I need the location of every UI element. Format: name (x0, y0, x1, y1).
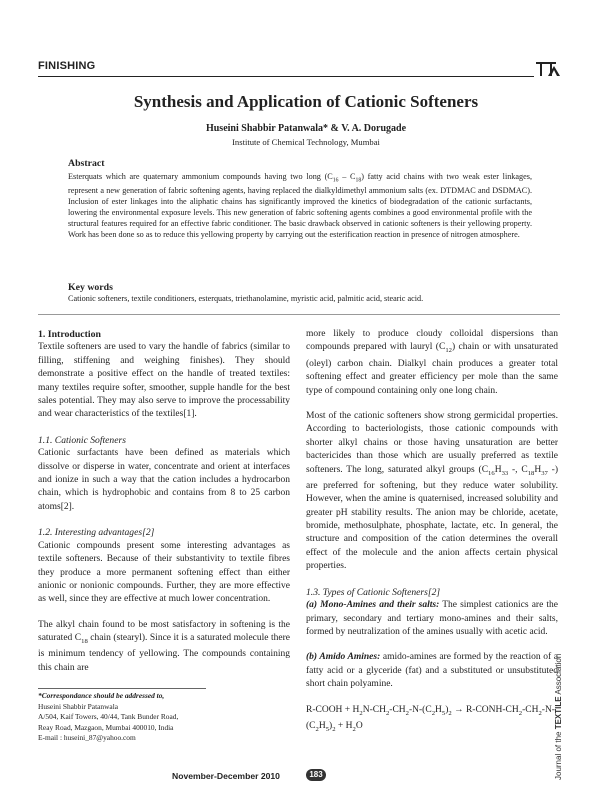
column-divider-rule (38, 314, 560, 315)
footnote-rule (38, 688, 206, 689)
keywords-text: Cationic softeners, textile conditioners, esterquats, triethanolamine, myristic acid, palmitic acid, stearic acid. (68, 294, 424, 303)
abstract-heading: Abstract (68, 158, 105, 169)
mono-amines-text: (a) Mono-Amines and their salts: The simplest cationics are the primary, secondary and tertiary mono-amines and their salts, formed by neutralization of the amines usually with acetic acid. (306, 600, 559, 637)
abstract-text: Esterquats which are quaternary ammonium compounds having two long $(C_{16} - C_{18})$ fatty acid chains with two weak ester linkages, represent a new generation of fabric softening agents, having replaced the dialkyldimethyl ammonium salts (ex. DTDMAC and DSDMAC). Inclusion of ester linkages into the aliphatic chains has significantly improved the kinetics of biodegradation of the cationic surfactants, lowering the environmental exposure levels. This new generation of fabric softening agents combines a good environmental profile with the structural features required for an effective fabric conditioner. The basic drawback observed in cationic softeners is their yellowing property. Work has been done so as to reduce this yellowing property by carrying out the esterification reaction in presence of nitrogen atmosphere. (68, 171, 532, 240)
section-label: FINISHING (38, 60, 96, 72)
abstract (68, 159, 532, 241)
left-column (38, 328, 290, 687)
footnote-email: E-mail : huseini_87@yahoo.com (38, 733, 136, 743)
footnote-address-1: A/504, Kaif Towers, 40/44, Tank Bunder Road, (38, 712, 179, 722)
advantages-heading: 1.2. Interesting advantages[2] (38, 527, 155, 539)
issue-date: November-December 2010 (172, 771, 280, 781)
intro-text: Textile softeners are used to vary the handle of fabrics (similar to filling, stiffening and weighing finishes). They should demonstrate a positive effect on the handle of treated textiles: many textiles require softer, smoother, supple handle for the best sales potential. They may also serve to improve the processability and wear characteristics of the textiles[1]. (38, 342, 290, 420)
right-column (306, 328, 558, 748)
amido-amines-text: (b) Amido Amines: amido-amines are formed by the reaction of a fatty acid or a glyceride (fat) and a substituted or unsubstituted short chain polyamine. (306, 652, 558, 690)
advantages-text: Cationic compounds present some interesting advantages as textile softeners. Because of their substantivity to textile fibres they produce a more permanent softening effect than either anionic or nonionic compounds. Further, they are more effective as well, since they are effective at much lower concentration. (38, 540, 290, 605)
paper-title: Synthesis and Application of Cationic Softeners (133, 92, 479, 111)
dispersion-text: more likely to produce cloudy colloidal dispersions than compounds prepared with lauryl $(C_{12})$ chain or with unsaturated (oleyl) carbon chain. Dialkyl chain produces a greater total softening effect and greater efficiency per mole than the same type of compound containing only one long chain. (306, 329, 559, 396)
cationic-softeners-heading: 1.1. Cationic Softeners (38, 434, 126, 446)
germicidal-text: Most of the cationic softeners show strong germicidal properties. According to bacteriologists, those cationic compounds with shorter alkyl chains or those having unsaturation are better bactericides than those which are usually preferred as textile softeners. The long, saturated alkyl groups ($C_{16}H_{33}$ -, $C_{18}H_{37}$ -) are preferred for softening, but they reduce water solubility. However, when the amine is quaternised, increased solubility and greater pH stability results. The anion may be chloride, acetate, bromide, methosulphate, phosphate, lactate, etc. In general, the structure and composition of the cation determines the overall effect of the molecule and the anion affects certain physical properties. (306, 410, 558, 572)
alkyl-chain-text: The alkyl chain found to be most satisfactory in softening is the saturated $C_{18}$ chain (stearyl). Since it is a saturated molecule there is minimum tendency of yellowing. The compounds containing this chain are (38, 619, 290, 673)
cationic-softeners-text: Cationic surfactants have been defined as materials which dissolve or disperse in water, concentrate and orient at interfaces and ionize in such a way that the cation includes a hydrocarbon chain, which is hydrophobic and contains from 8 to 25 carbon atoms[2]. (38, 448, 290, 512)
institution: Institute of Chemical Technology, Mumbai (232, 137, 380, 147)
footnote-heading: *Correspondance should be addressed to, (38, 691, 165, 700)
intro-heading: 1. Introduction (38, 329, 101, 340)
footnote-name: Huseini Shabbir Patanwala (38, 701, 119, 711)
tta-logo-icon (534, 60, 560, 78)
page-number: 183 (306, 769, 326, 781)
footnote-address-2: Reay Road, Mazgaon, Mumbai 400010, India (38, 722, 174, 732)
paper-authors: Huseini Shabbir Patanwala* & V. A. Dorugade (205, 123, 407, 134)
header-rule (38, 76, 534, 77)
types-heading: 1.3. Types of Cationic Softeners[2] (306, 586, 441, 598)
reaction-equation: R-COOH + $H_2N-CH_2-CH_2-N-(C_2H_5)_2$ → $R-CONH-CH_2-CH_2-N-(C_2H_5)_2 + H_2O$ (306, 704, 555, 733)
journal-name: Journal of the TEXTILE Association (554, 653, 563, 780)
keywords-heading: Key words (68, 282, 113, 293)
keywords (68, 282, 532, 303)
correspondence-footnote (38, 691, 298, 744)
